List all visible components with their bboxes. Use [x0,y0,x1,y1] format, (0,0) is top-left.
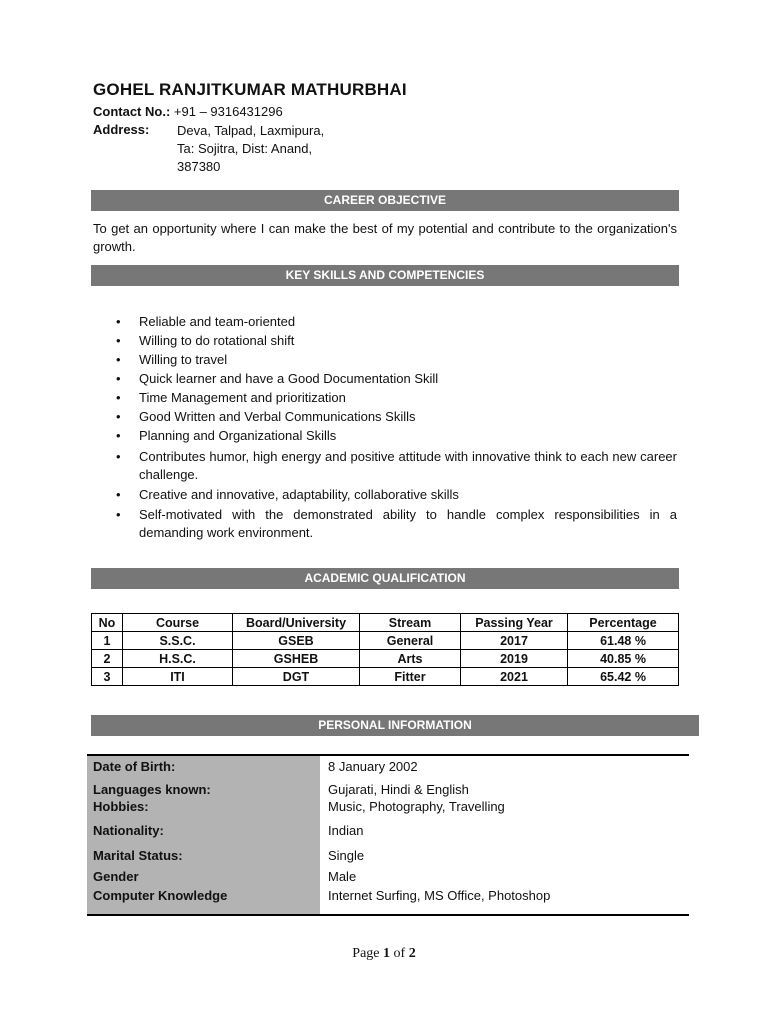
skill-text: Contributes humor, high energy and positive attitude with innovative think to each new career challenge. [139,449,677,482]
section-academic: ACADEMIC QUALIFICATION [91,568,679,589]
bullet-icon: • [116,333,121,348]
total-page-number: 2 [408,946,416,961]
info-key: Languages known: [93,782,211,797]
list-item [93,370,677,388]
info-value: 8 January 2002 [328,759,418,774]
list-item [93,448,677,484]
bullet-icon: • [116,428,121,443]
address-line: Ta: Sojitra, Dist: Anand, [177,141,313,156]
list-item [93,427,677,445]
table-cell: 2017 [461,632,568,650]
current-page-number: 1 [383,946,391,961]
objective-text: To get an opportunity where I can make the best of my potential and contribute to the organization's growth. [93,221,677,254]
column-header: Course [123,614,233,632]
table-header-row [92,614,679,632]
info-value: Male [328,869,357,884]
info-key: Date of Birth: [93,759,176,774]
table-cell: 1 [92,632,123,650]
contact-value: +91 – 9316431296 [173,104,283,119]
list-item [93,351,677,369]
info-key: Nationality: [93,823,164,838]
bullet-icon: • [116,449,121,464]
skills-list [93,313,677,542]
section-personal: PERSONAL INFORMATION [91,715,699,736]
of-word: of [393,946,406,961]
bullet-icon: • [116,507,121,522]
table-row [92,632,679,650]
bullet-icon: • [116,314,121,329]
table-cell: 61.48 % [568,632,679,650]
bullet-icon: • [116,390,121,405]
info-value: Internet Surfing, MS Office, Photoshop [328,888,551,903]
section-key-skills: KEY SKILLS AND COMPETENCIES [91,265,679,286]
info-value: Music, Photography, Travelling [328,799,505,814]
table-cell: GSHEB [233,650,360,668]
column-header: Board/University [233,614,360,632]
column-header: Stream [360,614,461,632]
info-value: Indian [328,823,364,838]
list-item [93,486,677,504]
page-word: Page [352,946,380,961]
list-item [93,313,677,331]
table-cell: DGT [233,668,360,686]
address-label: Address: [93,122,150,137]
contact-label: Contact No.: [93,104,171,119]
table-cell: 2 [92,650,123,668]
column-header: No [92,614,123,632]
section-career-objective: CAREER OBJECTIVE [91,190,679,211]
info-key: Marital Status: [93,848,183,863]
list-item [93,389,677,407]
table-cell: ITI [123,668,233,686]
info-key: Gender [93,869,139,884]
table-cell: 65.42 % [568,668,679,686]
address-block [177,122,324,176]
table-cell: 3 [92,668,123,686]
contact-row [93,104,283,119]
table-cell: GSEB [233,632,360,650]
address-line: 387380 [177,159,221,174]
personal-info-table [87,754,689,916]
bullet-icon: • [116,487,121,502]
candidate-name: GOHEL RANJITKUMAR MATHURBHAI [93,80,407,99]
skill-text: Quick learner and have a Good Documentation Skill [139,371,439,386]
bullet-icon: • [116,409,121,424]
academic-table [91,613,679,686]
bullet-icon: • [116,352,121,367]
skill-text: Time Management and prioritization [139,390,346,405]
skill-text: Willing to travel [139,352,228,367]
table-cell: 2021 [461,668,568,686]
table-cell: 40.85 % [568,650,679,668]
skill-text: Willing to do rotational shift [139,333,295,348]
page-footer [0,946,768,962]
table-cell: Arts [360,650,461,668]
info-value: Single [328,848,365,863]
info-key: Hobbies: [93,799,149,814]
skill-text: Self-motivated with the demonstrated ability to handle complex responsibilities in a demanding work environment. [139,507,677,540]
table-cell: S.S.C. [123,632,233,650]
column-header: Passing Year [461,614,568,632]
table-cell: H.S.C. [123,650,233,668]
info-key: Computer Knowledge [93,888,228,903]
table-cell: 2019 [461,650,568,668]
list-item [93,332,677,350]
bullet-icon: • [116,371,121,386]
skill-text: Good Written and Verbal Communications Skills [139,409,416,424]
list-item [93,408,677,426]
skill-text: Reliable and team-oriented [139,314,296,329]
table-row [92,650,679,668]
table-cell: Fitter [360,668,461,686]
list-item [93,506,677,542]
table-row [92,668,679,686]
info-value: Gujarati, Hindi & English [328,782,469,797]
table-cell: General [360,632,461,650]
column-header: Percentage [568,614,679,632]
address-line: Deva, Talpad, Laxmipura, [177,123,325,138]
skill-text: Planning and Organizational Skills [139,428,337,443]
skill-text: Creative and innovative, adaptability, collaborative skills [139,487,459,502]
